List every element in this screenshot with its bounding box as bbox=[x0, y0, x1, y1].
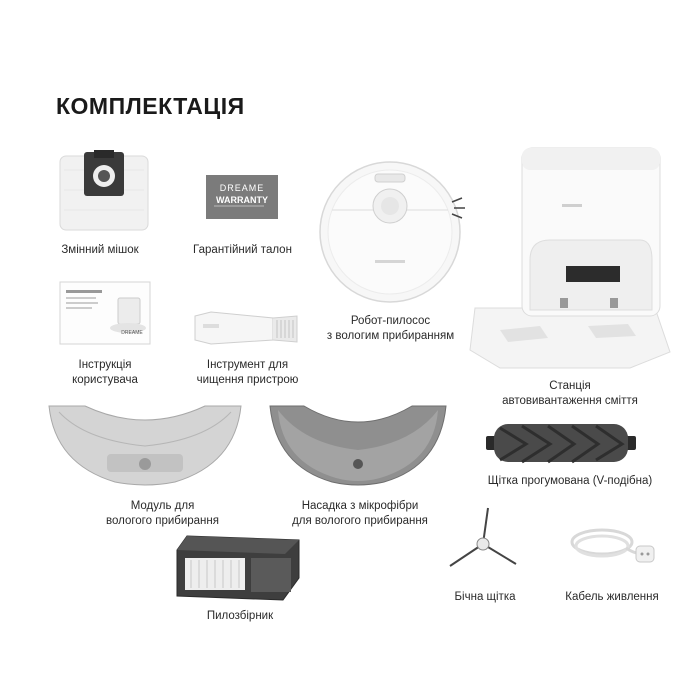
mop-module-label-line1: Модуль для bbox=[130, 500, 195, 512]
dustbin-image bbox=[175, 534, 303, 602]
mop-module-image bbox=[45, 404, 245, 486]
microfiber-pad-label-line1: Насадка з мікрофібри bbox=[301, 500, 419, 512]
robot-vacuum-label-line2: з вологим прибиранням bbox=[326, 330, 455, 342]
microfiber-pad-label-line2: для вологого прибирання bbox=[292, 515, 428, 527]
side-brush-image bbox=[448, 506, 518, 576]
power-cable-label: Кабель живлення bbox=[565, 591, 659, 603]
microfiber-pad-label bbox=[275, 499, 445, 529]
main-brush-image bbox=[486, 420, 636, 466]
robot-vacuum-image bbox=[320, 160, 465, 308]
mop-module-label bbox=[80, 499, 245, 529]
cleaning-tool-label-line2: чищення пристрою bbox=[196, 374, 299, 386]
auto-empty-station-label-line2: автовивантаження сміття bbox=[502, 395, 638, 407]
user-manual-brand: DREAME bbox=[121, 330, 143, 336]
auto-empty-station-image bbox=[470, 140, 670, 372]
dust-bag-label: Змінний мішок bbox=[61, 244, 139, 256]
warranty-card-text: WARRANTY bbox=[216, 195, 268, 205]
mop-module-label-line2: вологого прибирання bbox=[105, 515, 219, 527]
robot-vacuum-label bbox=[318, 314, 463, 344]
warranty-card-label: Гарантійний талон bbox=[193, 244, 292, 256]
user-manual-label-line2: користувача bbox=[72, 374, 138, 386]
cleaning-tool-image bbox=[193, 310, 301, 350]
robot-vacuum-label-line1: Робот-пилосос bbox=[350, 315, 431, 327]
user-manual-label bbox=[55, 358, 155, 388]
microfiber-pad-image bbox=[268, 404, 448, 486]
dust-bag-image bbox=[58, 150, 150, 232]
auto-empty-station-label bbox=[490, 379, 650, 409]
page-title: КОМПЛЕКТАЦІЯ bbox=[56, 93, 245, 119]
power-cable-image bbox=[566, 520, 660, 574]
auto-empty-station-label-line1: Станція bbox=[549, 380, 591, 392]
cleaning-tool-label-line1: Інструмент для bbox=[206, 359, 289, 371]
side-brush-label: Бічна щітка bbox=[454, 591, 516, 603]
dustbin-label: Пилозбірник bbox=[206, 610, 274, 622]
user-manual-label-line1: Інструкція bbox=[78, 359, 132, 371]
main-brush-label: Щітка прогумована (V-подібна) bbox=[487, 475, 653, 487]
cleaning-tool-label bbox=[180, 358, 315, 388]
warranty-card-brand: DREAME bbox=[219, 183, 265, 193]
